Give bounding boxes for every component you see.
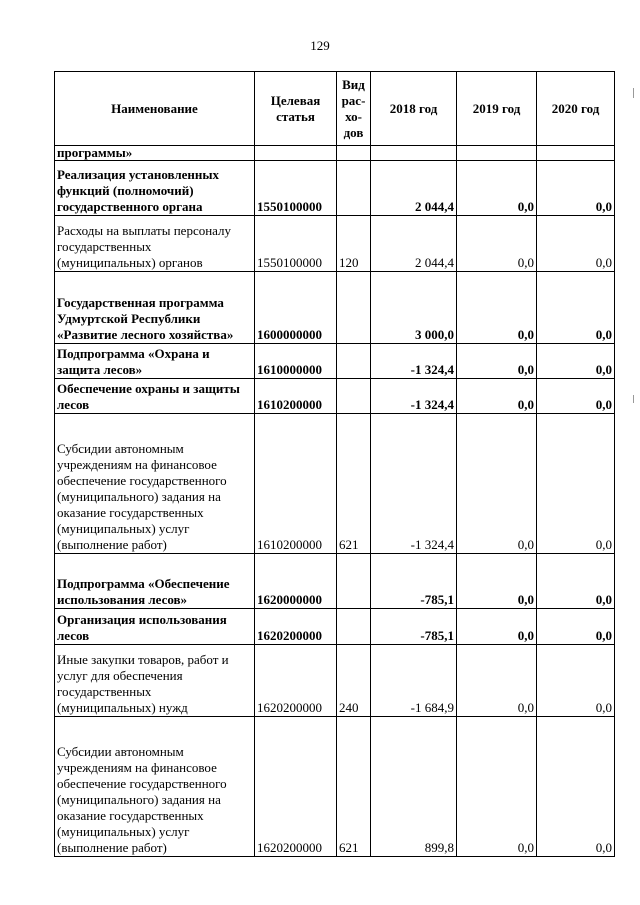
row-value-2020: 0,0 [537, 379, 615, 414]
row-name: Организация использования лесов [55, 609, 255, 645]
row-value-2018: 2 044,4 [371, 216, 457, 272]
continuation-row [55, 146, 615, 161]
row-name: Субсидии автономным учреждениям на финансовое обеспечение государственного (муниципального) задания на оказание государственных (муниципальных) услуг (выполнение работ) [55, 414, 255, 554]
row-target-code: 1620200000 [255, 645, 337, 717]
row-expense-type: 621 [337, 717, 371, 857]
row-target-code: 1550100000 [255, 216, 337, 272]
scan-edge-mark [633, 88, 634, 98]
row-name: Подпрограмма «Охрана и защита лесов» [55, 344, 255, 379]
row-name: Подпрограмма «Обеспечение использования лесов» [55, 554, 255, 609]
row-value-2019: 0,0 [457, 609, 537, 645]
scan-edge-mark [633, 395, 634, 403]
row-value-2019: 0,0 [457, 645, 537, 717]
row-value-2020: 0,0 [537, 717, 615, 857]
row-expense-type [337, 344, 371, 379]
row-value-2020: 0,0 [537, 609, 615, 645]
row-name: Иные закупки товаров, работ и услуг для обеспечения государственных (муниципальных) нужд [55, 645, 255, 717]
row-value-2019: 0,0 [457, 379, 537, 414]
row-value-2020: 0,0 [537, 414, 615, 554]
row-value-2020: 0,0 [537, 161, 615, 216]
row-target-code: 1610200000 [255, 379, 337, 414]
row-value-2018: -785,1 [371, 609, 457, 645]
row-target-code: 1610200000 [255, 414, 337, 554]
row-name: Расходы на выплаты персоналу государственных (муниципальных) органов [55, 216, 255, 272]
row-expense-type [337, 609, 371, 645]
table-row [55, 645, 615, 717]
header-target: Целевая статья [255, 72, 337, 146]
row-target-code: 1620200000 [255, 717, 337, 857]
row-value-2018: -1 324,4 [371, 344, 457, 379]
table-row [55, 414, 615, 554]
row-expense-type: 120 [337, 216, 371, 272]
row-value-2018: 2 044,4 [371, 161, 457, 216]
header-2018: 2018 год [371, 72, 457, 146]
row-value-2020: 0,0 [537, 554, 615, 609]
continuation-text: программы» [55, 146, 255, 161]
row-expense-type: 240 [337, 645, 371, 717]
row-expense-type [337, 379, 371, 414]
row-name: Реализация установленных функций (полномочий) государственного органа [55, 161, 255, 216]
row-value-2018: -1 324,4 [371, 379, 457, 414]
table-row [55, 609, 615, 645]
budget-table [54, 71, 615, 857]
row-value-2018: -785,1 [371, 554, 457, 609]
row-value-2018: -1 684,9 [371, 645, 457, 717]
header-2020: 2020 год [537, 72, 615, 146]
header-type: Вид рас-хо-дов [337, 72, 371, 146]
table-row [55, 554, 615, 609]
row-value-2019: 0,0 [457, 554, 537, 609]
row-target-code: 1620200000 [255, 609, 337, 645]
row-target-code: 1550100000 [255, 161, 337, 216]
row-value-2019: 0,0 [457, 216, 537, 272]
row-value-2020: 0,0 [537, 216, 615, 272]
row-value-2018: -1 324,4 [371, 414, 457, 554]
row-value-2020: 0,0 [537, 645, 615, 717]
row-value-2018: 899,8 [371, 717, 457, 857]
row-value-2020: 0,0 [537, 344, 615, 379]
row-name: Обеспечение охраны и защиты лесов [55, 379, 255, 414]
table-header-row [55, 72, 615, 146]
row-value-2018: 3 000,0 [371, 272, 457, 344]
table-row [55, 272, 615, 344]
table-row [55, 717, 615, 857]
row-value-2019: 0,0 [457, 344, 537, 379]
row-name: Субсидии автономным учреждениям на финансовое обеспечение государственного (муниципального) задания на оказание государственных (муниципальных) услуг (выполнение работ) [55, 717, 255, 857]
row-expense-type [337, 554, 371, 609]
row-value-2020: 0,0 [537, 272, 615, 344]
row-value-2019: 0,0 [457, 717, 537, 857]
row-value-2019: 0,0 [457, 272, 537, 344]
row-target-code: 1620000000 [255, 554, 337, 609]
row-value-2019: 0,0 [457, 414, 537, 554]
table-row [55, 216, 615, 272]
row-target-code: 1610000000 [255, 344, 337, 379]
row-value-2019: 0,0 [457, 161, 537, 216]
table-row [55, 379, 615, 414]
page-number: 129 [310, 38, 330, 53]
row-expense-type [337, 161, 371, 216]
row-expense-type [337, 272, 371, 344]
table-row [55, 344, 615, 379]
header-2019: 2019 год [457, 72, 537, 146]
row-target-code: 1600000000 [255, 272, 337, 344]
row-expense-type: 621 [337, 414, 371, 554]
header-name: Наименование [55, 72, 255, 146]
table-row [55, 161, 615, 216]
row-name: Государственная программа Удмуртской Республики «Развитие лесного хозяйства» [55, 272, 255, 344]
